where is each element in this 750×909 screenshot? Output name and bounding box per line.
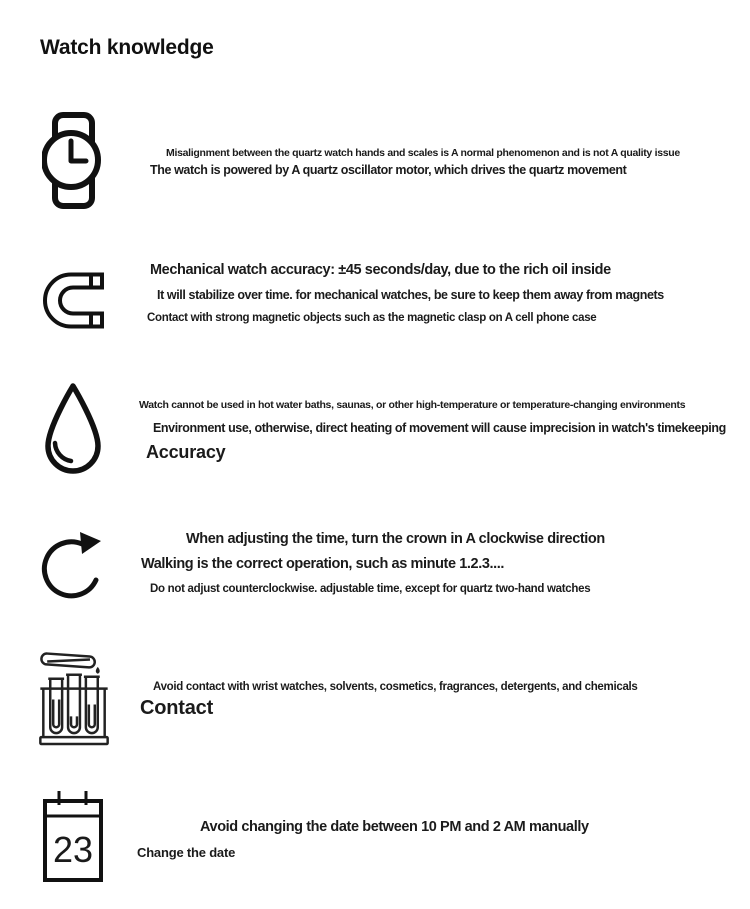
page-title: Watch knowledge	[40, 36, 214, 59]
section-5-line-1: Avoid contact with wrist watches, solvents, cosmetics, fragrances, detergents, and chemicals	[153, 681, 638, 693]
section-3-line-2: Environment use, otherwise, direct heating of movement will cause imprecision in watch's timekeeping	[153, 421, 726, 435]
wrist-watch-icon	[42, 112, 104, 209]
calendar-day-number: 23	[52, 829, 94, 870]
section-2-line-1: Mechanical watch accuracy: ±45 seconds/day, due to the rich oil inside	[150, 262, 611, 278]
section-6-line-1: Avoid changing the date between 10 PM and 2 AM manually	[200, 819, 589, 835]
section-5-heading: Contact	[140, 697, 214, 719]
section-6-heading: Change the date	[137, 845, 236, 860]
magnet-icon	[41, 270, 105, 331]
test-tubes-icon	[37, 650, 111, 747]
section-3-heading: Accuracy	[146, 442, 226, 462]
section-4-line-1: When adjusting the time, turn the crown in A clockwise direction	[186, 531, 605, 547]
water-drop-icon	[42, 382, 105, 477]
section-3-line-1: Watch cannot be used in hot water baths, saunas, or other high-temperature or temperature-changing environments	[139, 399, 686, 411]
calendar-icon	[42, 789, 104, 883]
section-4-line-2: Walking is the correct operation, such as minute 1.2.3....	[141, 556, 505, 572]
section-1-line-2: The watch is powered by A quartz oscillator motor, which drives the quartz movement	[150, 163, 627, 177]
clockwise-rotation-icon	[40, 527, 105, 605]
section-4-line-3: Do not adjust counterclockwise. adjustable time, except for quartz two-hand watches	[150, 583, 591, 595]
section-1-line-1: Misalignment between the quartz watch hands and scales is A normal phenomenon and is not A quality issue	[166, 147, 680, 159]
section-2-line-2: It will stabilize over time. for mechanical watches, be sure to keep them away from magnets	[157, 288, 664, 302]
section-2-line-3: Contact with strong magnetic objects such as the magnetic clasp on A cell phone case	[147, 312, 597, 324]
